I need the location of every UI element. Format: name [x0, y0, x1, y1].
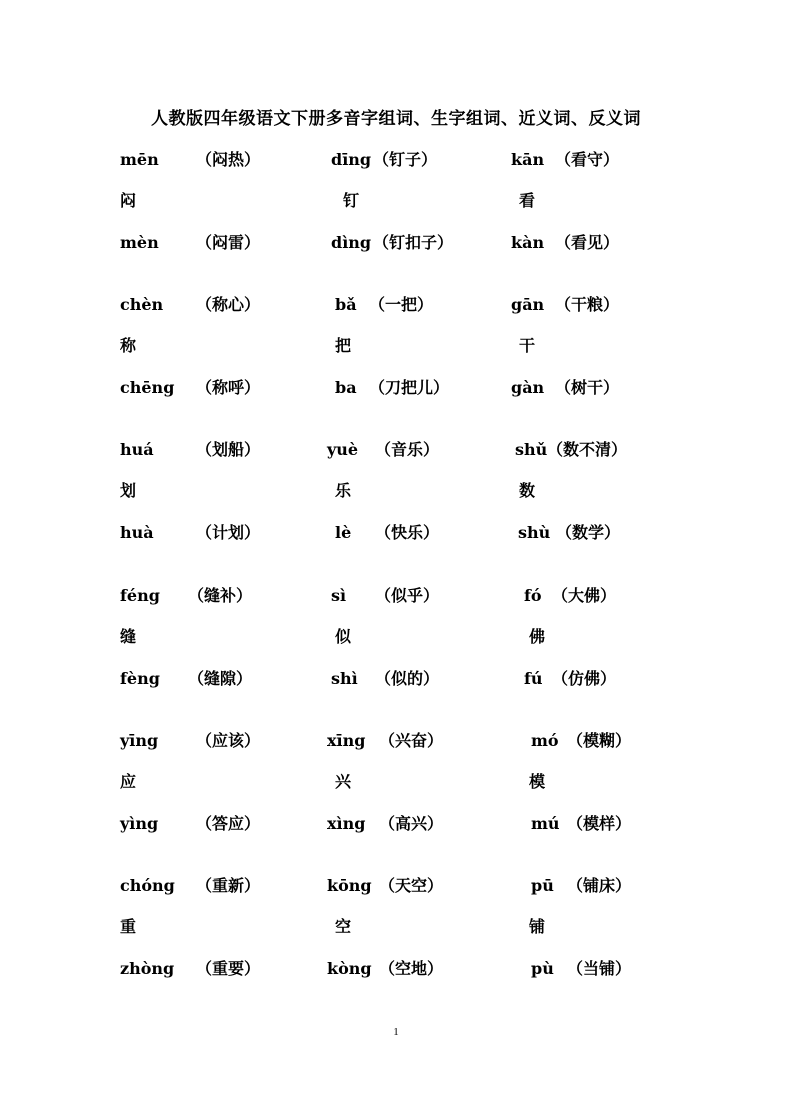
reading-top: [335, 293, 433, 317]
pinyin: sì: [331, 586, 347, 605]
word: （钉扣子）: [373, 233, 454, 252]
reading-top: [515, 438, 627, 462]
polyphone-group: [0, 148, 792, 258]
word: （重新）: [196, 876, 261, 895]
pinyin: gàn: [511, 378, 545, 397]
reading-top: [327, 729, 443, 753]
word: （天空）: [379, 876, 444, 895]
word: （一把）: [369, 295, 434, 314]
word: （称呼）: [196, 378, 261, 397]
reading-top: [120, 438, 260, 462]
word: （缝隙）: [188, 669, 253, 688]
polyphone-group: [0, 438, 792, 548]
word: （闷雷）: [196, 233, 261, 252]
reading-top: [120, 729, 260, 753]
character: 闷: [120, 191, 137, 210]
pinyin: huà: [120, 523, 154, 542]
word: （仿佛）: [552, 669, 617, 688]
character: 钉: [343, 191, 360, 210]
pinyin: dìng: [331, 233, 372, 252]
word: （干粮）: [555, 295, 620, 314]
pinyin: huá: [120, 440, 154, 459]
reading-top: [331, 148, 437, 172]
word: （划船）: [196, 440, 261, 459]
pinyin: bǎ: [335, 295, 357, 314]
reading-bottom: [518, 521, 620, 545]
reading-top: [120, 148, 260, 172]
pinyin: gān: [511, 295, 545, 314]
pinyin: mēn: [120, 150, 159, 169]
word: （大佛）: [552, 586, 617, 605]
pinyin: mú: [531, 814, 560, 833]
word: （钉子）: [373, 150, 438, 169]
pinyin: ba: [335, 378, 357, 397]
pinyin: xìng: [327, 814, 366, 833]
reading-bottom: [511, 376, 619, 400]
page-number: 1: [393, 1026, 399, 1038]
character: 看: [519, 191, 536, 210]
reading-top: [531, 874, 631, 898]
word: （似乎）: [375, 586, 440, 605]
reading-bottom: [120, 376, 260, 400]
pinyin: kān: [511, 150, 545, 169]
pinyin: kàn: [511, 233, 545, 252]
reading-top: [511, 148, 619, 172]
word: （高兴）: [379, 814, 444, 833]
pinyin: xīng: [327, 731, 366, 750]
reading-bottom: [327, 957, 443, 981]
pinyin: shì: [331, 669, 358, 688]
page-title: 人教版四年级语文下册多音字组词、生字组词、近义词、反义词: [151, 109, 641, 129]
pinyin: yīng: [120, 731, 159, 750]
word: （答应）: [196, 814, 261, 833]
pinyin: chóng: [120, 876, 175, 895]
word: （空地）: [379, 959, 444, 978]
word: （数不清）: [547, 440, 628, 459]
reading-top: [327, 438, 439, 462]
reading-top: [524, 584, 616, 608]
polyphone-group: [0, 293, 792, 403]
reading-bottom: [120, 667, 252, 691]
reading-top: [120, 874, 260, 898]
word: （闷热）: [196, 150, 261, 169]
pinyin: lè: [335, 523, 352, 542]
character: 似: [335, 627, 352, 646]
word: （看守）: [555, 150, 620, 169]
word: （缝补）: [188, 586, 253, 605]
pinyin: dīng: [331, 150, 372, 169]
character: 佛: [529, 627, 546, 646]
pinyin: fó: [524, 586, 542, 605]
word: （兴奋）: [379, 731, 444, 750]
polyphone-group: [0, 584, 792, 694]
pinyin: chēng: [120, 378, 175, 397]
pinyin: shù: [518, 523, 551, 542]
reading-bottom: [531, 957, 631, 981]
pinyin: mèn: [120, 233, 159, 252]
pinyin: zhòng: [120, 959, 175, 978]
character: 重: [120, 917, 137, 936]
character: 干: [519, 336, 536, 355]
pinyin: shǔ: [515, 440, 548, 459]
word: （当铺）: [567, 959, 632, 978]
reading-bottom: [327, 812, 443, 836]
pinyin: kòng: [327, 959, 372, 978]
reading-bottom: [120, 957, 260, 981]
character: 应: [120, 772, 137, 791]
character: 模: [529, 772, 546, 791]
reading-bottom: [331, 231, 453, 255]
pinyin: yìng: [120, 814, 159, 833]
word: （刀把儿）: [369, 378, 450, 397]
reading-bottom: [531, 812, 631, 836]
word: （似的）: [375, 669, 440, 688]
pinyin: féng: [120, 586, 160, 605]
word: （快乐）: [375, 523, 440, 542]
pinyin: yuè: [327, 440, 359, 459]
reading-top: [120, 584, 252, 608]
pinyin: mó: [531, 731, 559, 750]
reading-bottom: [524, 667, 616, 691]
polyphone-group: [0, 729, 792, 839]
reading-top: [531, 729, 631, 753]
pinyin: fèng: [120, 669, 160, 688]
reading-bottom: [120, 521, 260, 545]
reading-bottom: [335, 376, 449, 400]
word: （看见）: [555, 233, 620, 252]
reading-bottom: [331, 667, 439, 691]
character: 数: [519, 481, 536, 500]
word: （应该）: [196, 731, 261, 750]
word: （称心）: [196, 295, 261, 314]
character: 把: [335, 336, 352, 355]
reading-bottom: [120, 812, 260, 836]
pinyin: kōng: [327, 876, 372, 895]
character: 兴: [335, 772, 352, 791]
reading-top: [331, 584, 439, 608]
word: （音乐）: [375, 440, 440, 459]
character: 乐: [335, 481, 352, 500]
reading-top: [120, 293, 260, 317]
pinyin: pū: [531, 876, 554, 895]
word: （计划）: [196, 523, 261, 542]
reading-bottom: [120, 231, 260, 255]
reading-bottom: [335, 521, 439, 545]
character: 称: [120, 336, 137, 355]
word: （树干）: [555, 378, 620, 397]
reading-top: [511, 293, 619, 317]
character: 划: [120, 481, 137, 500]
reading-top: [327, 874, 443, 898]
word: （模样）: [567, 814, 632, 833]
word: （数学）: [556, 523, 621, 542]
polyphone-group: [0, 874, 792, 984]
reading-bottom: [511, 231, 619, 255]
pinyin: fú: [524, 669, 543, 688]
character: 缝: [120, 627, 137, 646]
pinyin: chèn: [120, 295, 164, 314]
character: 空: [335, 917, 352, 936]
pinyin: pù: [531, 959, 554, 978]
word: （模糊）: [567, 731, 632, 750]
character: 铺: [529, 917, 546, 936]
word: （重要）: [196, 959, 261, 978]
word: （铺床）: [567, 876, 632, 895]
